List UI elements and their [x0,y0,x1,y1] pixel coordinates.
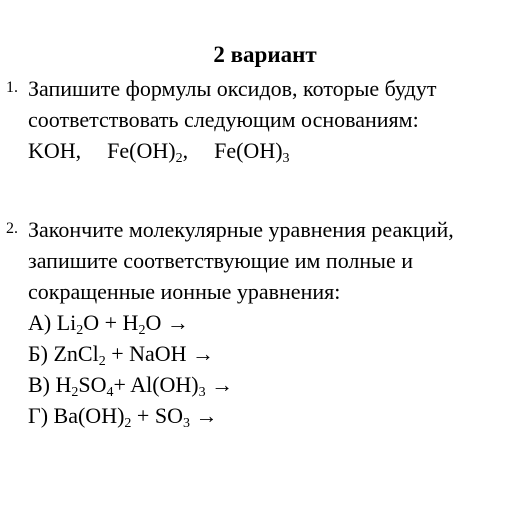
equation-c: В) $H_2SO_4+ Al(OH)_3$ → [28,372,234,400]
task-1-line-2: соответствовать следующим основаниям: [28,107,419,132]
formula-fe-oh-2: $Fe(OH)_2$, [107,138,189,166]
equation-d: Г) $Ba(OH)_2 + SO_3$ → [28,403,218,431]
equation-b: Б) ZnCl$_2$ + NaOH → [28,341,215,369]
task-1-line-1: Запишите формулы оксидов, которые будут [28,76,437,101]
task-1-number: 1. [6,79,18,96]
page-title: 2 вариант [213,42,317,67]
formula-fe-oh-3: $Fe(OH)_3$ [214,138,290,166]
task-1-formulas [28,135,530,166]
formula-koh: KOH, [28,138,82,163]
task-2-number: 2. [6,220,18,237]
task-2-line-2: запишите соответствующие им полные и [28,248,413,273]
task-2-text [28,214,530,431]
equation-a: А) $Li_2O + H_2O$ → [28,310,189,338]
task-2-line-1: Закончите молекулярные уравнения реакций, [28,217,454,242]
task-2-line-3: сокращенные ионные уравнения: [28,279,341,304]
task-1-text [28,73,530,166]
